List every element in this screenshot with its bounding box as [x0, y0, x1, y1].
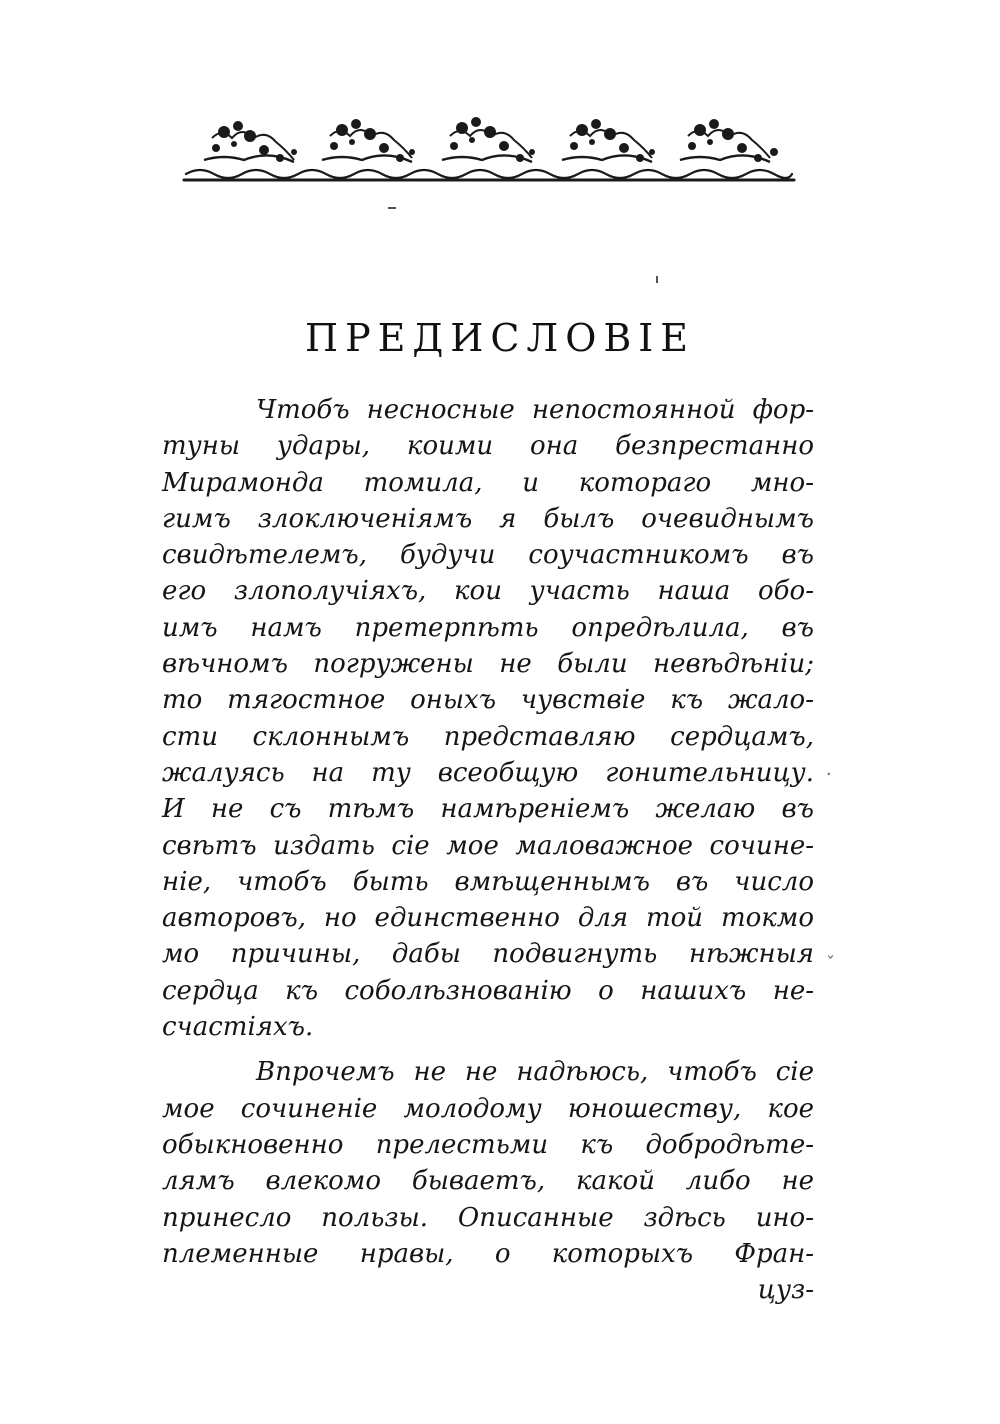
text-line: племенные нравы, о которыхъ Фран- — [162, 1238, 814, 1269]
page-title: ПРЕДИСЛОВІЕ — [304, 316, 696, 360]
text-line: принесло пользы. Описанные здѣсь ино- — [162, 1202, 814, 1233]
margin-tick-icon: ˯ — [826, 938, 835, 959]
catchword: цуз- — [757, 1275, 814, 1306]
text-line: счастіяхъ. — [162, 1012, 314, 1043]
paragraph-gap — [162, 1045, 814, 1054]
text-line: вѣчномъ погружены не были невѣдѣніи; — [162, 649, 814, 680]
scan-speck — [388, 207, 396, 209]
text-line: И не съ тѣмъ намѣреніемъ желаю въ — [162, 794, 814, 825]
text-line: Мирамонда томила, и котораго мно- — [162, 467, 814, 498]
text-line: сердца къ соболѣзнованію о нашихъ не- — [162, 975, 814, 1006]
text-line: Впрочемъ не не надѣюсь, чтобъ сіе — [256, 1057, 814, 1088]
text-line: свидѣтелемъ, будучи соучастникомъ въ — [162, 540, 814, 571]
text-line: свѣтъ издать сіе мое маловажное сочине- — [162, 830, 814, 861]
body-text — [162, 392, 814, 1308]
text-line: обыкновенно прелестьми къ добродѣте- — [162, 1129, 814, 1160]
text-line: имъ намъ претерпѣть опредѣлила, въ — [162, 612, 814, 643]
floral-ornament-icon — [180, 108, 798, 190]
text-line: туны удары, коими она безпрестанно — [162, 431, 814, 462]
scan-speck — [656, 276, 658, 283]
text-line: сти склоннымъ представляю сердцамъ, — [162, 721, 814, 752]
text-line: мо причины, дабы подвигнуть нѣжныя — [162, 939, 814, 970]
text-line: лямъ влекомо бываетъ, какой либо не — [162, 1166, 814, 1197]
text-line: его злополучіяхъ, кои участь наша обо- — [162, 576, 814, 607]
text-line: авторовъ, но единственно для той токмо — [162, 903, 814, 934]
text-line: то тягостное оныхъ чувствіе къ жало- — [162, 685, 814, 716]
margin-dot: · — [826, 764, 832, 785]
text-line: мое сочиненіе молодому юношеству, кое — [162, 1093, 814, 1124]
text-line: гимъ злоключеніямъ я былъ очевиднымъ — [162, 503, 814, 534]
text-line: жалуясь на ту всеобщую гонительницу. — [162, 757, 814, 788]
text-line: Чтобъ несносные непостоянной фор- — [256, 395, 814, 425]
text-line: ніе, чтобъ быть вмѣщеннымъ въ число — [162, 866, 814, 897]
